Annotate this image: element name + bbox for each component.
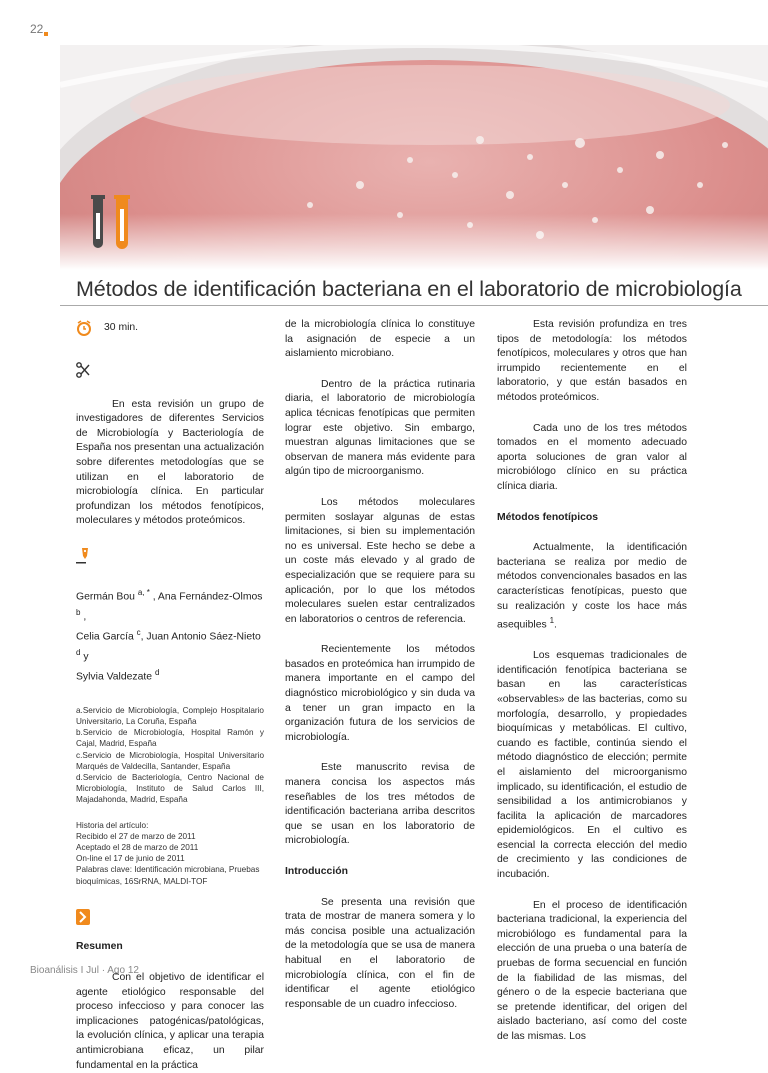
paragraph: Los métodos moleculares permiten soslayar algunas de estas limitaciones, si bien su implementación no es universal. Este hecho se debe a un coste más elevado y al grado de especialización que se requiere para su aplicación, por lo que los métodos moleculares suelen estar centralizados en laboratorios o centros de referencia. bbox=[285, 496, 475, 625]
article-title: Métodos de identificación bacteriana en el laboratorio de microbiología bbox=[76, 277, 742, 301]
arrow-icon bbox=[76, 909, 264, 931]
affiliation: d.Servicio de Bacteriología, Centro Nacional de Microbiología, Instituto de Salud Carlos III, Majadahonda, Madrid, España bbox=[76, 773, 264, 805]
paragraph: Actualmente, la identificación bacteriana se realiza por medio de métodos convencionales basados en las características fenotípicas, puesto que su realización y coste los hace más asequibles $^1$. bbox=[497, 542, 687, 631]
title-divider bbox=[60, 305, 768, 306]
author-name: Germán Bou bbox=[76, 591, 135, 602]
affiliations bbox=[76, 705, 264, 806]
resumen-heading: Resumen bbox=[76, 941, 123, 953]
affiliation: b.Servicio de Microbiología, Hospital Ramón y Cajal, Madrid, España bbox=[76, 728, 264, 749]
paragraph: En el proceso de identificación bacteriana tradicional, la experiencia del microbiólogo es fundamental para la elección de una prueba o una batería de pruebas de forma secuencial en función de la fiabilidad de las mismas, del género o de la especie bacteriana que se pretende identificar, del origen del aislado bacteriano, así como del coste de las mismas. Los bbox=[497, 899, 687, 1042]
intro-heading: Introducción bbox=[285, 866, 348, 877]
article-history: Historia del artículo: Recibido el 27 de marzo de 2011 Aceptado el 28 de marzo de 2011 On-line el 17 de junio de 2011 Palabras clave: Identificación microbiana, Pruebas bioquímicas, 16SrRNA, MALDI-TOF bbox=[76, 820, 260, 886]
fenotipicos-heading: Métodos fenotípicos bbox=[497, 511, 599, 523]
paragraph: Este manuscrito revisa de manera concisa los aspectos más reseñables de los tres métodos de identificación bacteriana arriba descritos que se usan en los laboratorio de microbiología. bbox=[285, 762, 475, 847]
column-right bbox=[497, 318, 687, 1045]
author-name: Sylvia Valdezate bbox=[76, 671, 153, 683]
hero-image-petri-dish bbox=[60, 45, 768, 270]
test-tubes-logo bbox=[88, 195, 134, 262]
paragraph: Los esquemas tradicionales de identificación fenotípica bacteriana se basan en las características «observables» de las bacterias, como su morfología, desarrollo, y propiedades bioquímicas y metabólicas. El cultivo, cuando es factible, continúa siendo el método diagnóstico de elección; permite el aislamiento del microorganismo implicado, su identificación, el estudio de sensibilidad a los antimicrobianos y facilita la aplicación de marcadores epidemiológicos. En el cultivo es esencial la correcta elección del medio de crecimiento y las condiciones de incubación. bbox=[497, 650, 687, 881]
affiliation: a.Servicio de Microbiología, Complejo Hospitalario Universitario, La Coruña, España bbox=[76, 705, 264, 727]
paragraph: Se presenta una revisión que trata de mostrar de manera somera y lo más concisa posible una actualización de la metodología que se usa de manera habitual en el laboratorio de microbiología clínica, con el fin de identificar el agente etiológico responsable de un cuadro infeccioso. bbox=[285, 896, 475, 1010]
page-number: 22 bbox=[30, 22, 44, 36]
paragraph: Esta revisión profundiza en tres tipos de metodología: los métodos fenotípicos, moleculares y otros que han irrumpido recientemente en el laboratorio, y que están basados en métodos proteómicos. bbox=[497, 319, 687, 403]
abstract-intro: En esta revisión un grupo de investigadores de diferentes Servicios de Microbiología y Bacteriología de España nos presentan una actualización sobre diferentes metodologías que se utilizan en el laboratorio de microbiología clínica. En particular profundizan los métodos fenotípicos, moleculares y métodos proteómicos. bbox=[76, 398, 264, 527]
footnote-ref: 1 bbox=[549, 616, 555, 626]
column-middle bbox=[285, 318, 475, 1012]
author-name: Ana Fernández-Olmos bbox=[157, 591, 263, 602]
clock-icon bbox=[76, 320, 92, 336]
page-footer: Bioanálisis I Jul · Ago 12 bbox=[30, 965, 139, 976]
paragraph: de la microbiología clínica lo constituye la asignación de especie a un aislamiento microbiano. bbox=[285, 319, 475, 360]
author-name: Celia García bbox=[76, 631, 134, 643]
affiliation: c.Servicio de Microbiología, Hospital Universitario Marqués de Valdecilla, Santander, España bbox=[76, 750, 264, 771]
paragraph: Dentro de la práctica rutinaria diaria, el laboratorio de microbiología aplica técnicas fenotípicas que permiten lograr este objetivo. Sin embargo, muestran algunas limitaciones que se observan de manera más evidente para algún tipo de microorganismo. bbox=[285, 378, 475, 478]
scissors-icon bbox=[76, 362, 264, 384]
paragraph: Recientemente los métodos basados en proteómica han irrumpido de manera importante en el campo del diagnóstico microbiológico y sin duda va a tener un gran impacto en la organización futura de los servicios de microbiología. bbox=[285, 644, 475, 743]
paragraph: Cada uno de los tres métodos tomados en el momento adecuado aporta soluciones de gran valor al microbiólogo clínico en su práctica clínica diaria. bbox=[497, 422, 687, 492]
column-left bbox=[76, 318, 264, 1073]
read-time-label: 30 min. bbox=[104, 321, 139, 333]
resumen-text: Con el objetivo de identificar el agente etiológico responsable del proceso infeccioso y para conocer las implicaciones patogénicas/patológicas, la evolución clínica, y aplicar una terapia antimicrobiana eficaz, un pilar fundamental en la práctica bbox=[76, 972, 264, 1071]
author-name: Juan Antonio Sáez-Nieto bbox=[146, 631, 261, 643]
pen-icon bbox=[76, 547, 264, 571]
page-number-mark bbox=[44, 32, 48, 36]
read-time bbox=[76, 318, 264, 338]
author-list: Germán Bou $^{a, *}$ , Ana Fernández-Olmos $^b$ , Celia García $^c$, Juan Antonio Sáez-Nieto $^d$ y Sylvia Valdezate $^d$ bbox=[76, 587, 263, 683]
